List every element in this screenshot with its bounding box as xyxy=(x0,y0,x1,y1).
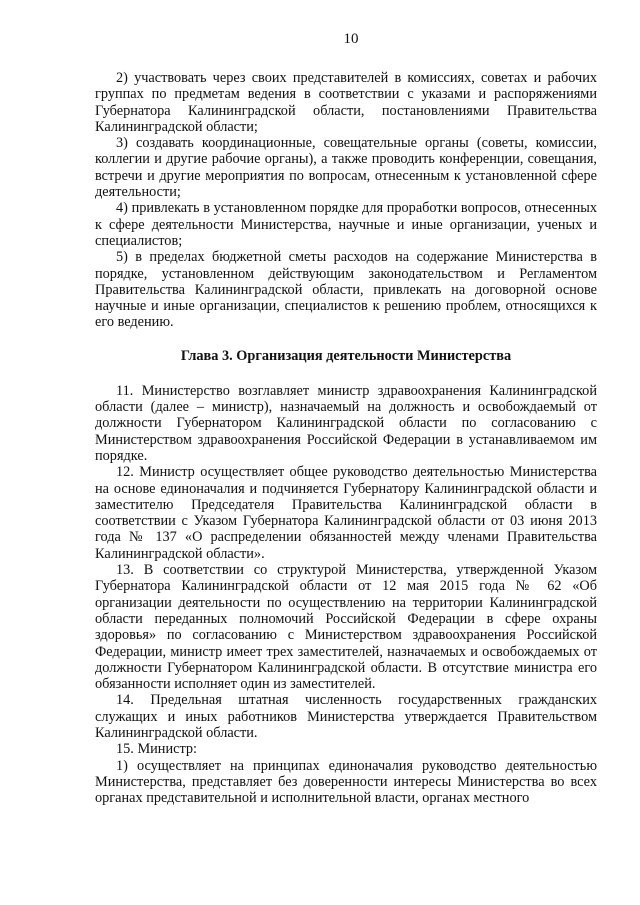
page-number: 10 xyxy=(343,31,359,47)
chapter-heading: Глава 3. Организация деятельности Министерства xyxy=(180,347,512,364)
paragraph-12: 12. Министр осуществляет общее руководство деятельностью Министерства на основе единоначалия и подчиняется Губернатору Калининградской области и заместителю Председателя Правительства Калининградской области в соответствии с Указом Губернатора Калининградской области от 03 июня 2013 года № 137 «О распределении обязанностей между членами Правительства Калининградской области». xyxy=(95,464,597,562)
paragraph-15-item-1: 1) осуществляет на принципах единоначалия руководство деятельностью Министерства, представляет без доверенности интересы Министерства во всех органах представительной и исполнительной власти, органах местного xyxy=(95,757,597,807)
paragraph-14: 14. Предельная штатная численность государственных гражданских служащих и иных работников Министерства утверждается Правительством Калининградской области. xyxy=(95,692,597,741)
paragraph-item-3: 3) создавать координационные, совещательные органы (советы, комиссии, коллегии и другие рабочие органы), а также проводить конференции, совещания, встречи и другие мероприятия по вопросам, отнесенным к установленной сфере деятельности; xyxy=(95,135,597,201)
document-page xyxy=(95,30,597,806)
paragraph-13: 13. В соответствии со структурой Министерства, утвержденной Указом Губернатора Калининградской области от 12 мая 2015 года № 62 «Об организации деятельности по осуществлению на территории Калининградской области переданных полномочий Российской Федерации в сфере охраны здоровья» по согласованию с Министерством здравоохранения Российской Федерации, министр имеет трех заместителей, назначаемых и освобождаемых от должности Губернатором Калининградской области. В отсутствие министра его обязанности исполняет один из заместителей. xyxy=(95,562,597,693)
paragraph-item-4: 4) привлекать в установленном порядке для проработки вопросов, отнесенных к сфере деятельности Министерства, научные и иные организации, ученых и специалистов; xyxy=(95,200,597,249)
paragraph-15: 15. Министр: xyxy=(116,741,197,758)
paragraph-item-2: 2) участвовать через своих представителей в комиссиях, советах и рабочих группах по предметам ведения в соответствии с указами и распоряжениями Губернатора Калининградской области, постановлениями Правительства Калининградской области; xyxy=(95,70,597,135)
paragraph-item-5: 5) в пределах бюджетной сметы расходов на содержание Министерства в порядке, установленном действующим законодательством и Регламентом Правительства Калининградской области, привлекать на договорной основе научные и иные организации, специалистов к решению проблем, относящихся к его ведению. xyxy=(95,249,597,331)
paragraph-11: 11. Министерство возглавляет министр здравоохранения Калининградской области (далее – министр), назначаемый на должность и освобождаемый от должности Губернатором Калининградской области по согласованию с Министерством здравоохранения Российской Федерации в устанавливаемом им порядке. xyxy=(95,382,597,464)
